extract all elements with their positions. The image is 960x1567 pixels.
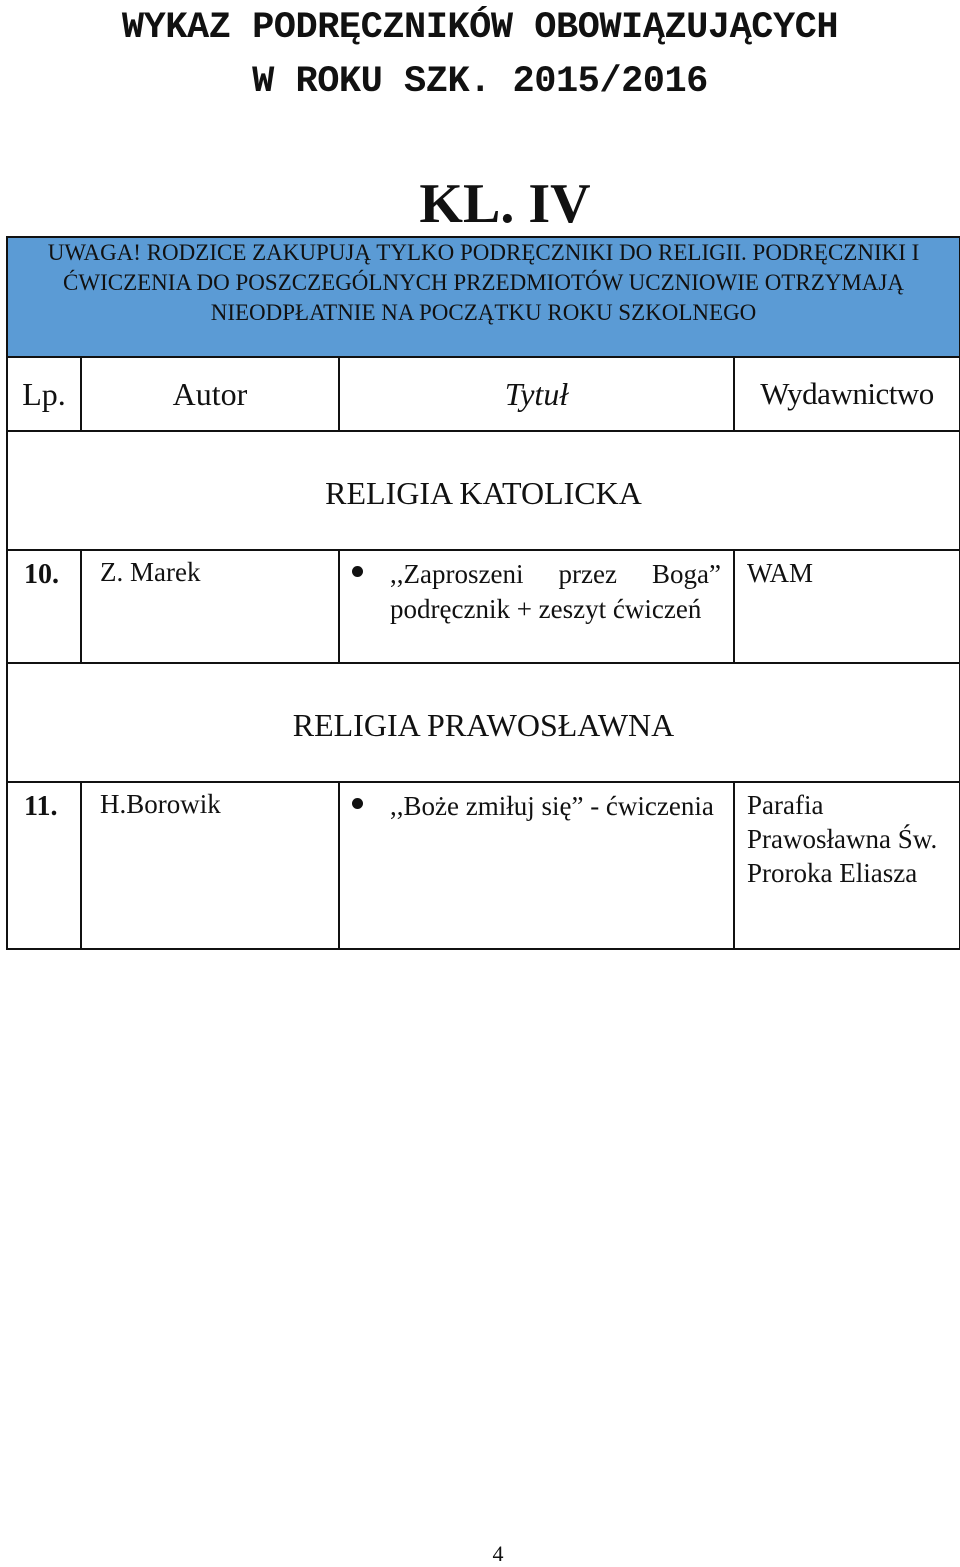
- row-title: [339, 550, 734, 663]
- header-title: Tytuł: [339, 357, 734, 431]
- header-publisher: Wydawnictwo: [734, 357, 960, 431]
- section-heading: [7, 431, 960, 550]
- header-lp: Lp.: [7, 357, 81, 431]
- section-heading: [7, 663, 960, 782]
- section-heading-text: RELIGIA KATOLICKA: [325, 475, 642, 511]
- row-title-text: ,,Boże zmiłuj się” - ćwiczenia: [390, 791, 714, 821]
- row-author: Z. Marek: [81, 550, 339, 663]
- document-heading-line-2: W ROKU SZK. 2015/2016: [252, 61, 708, 103]
- row-publisher: Parafia Prawosławna Św. Proroka Eliasza: [734, 782, 960, 949]
- row-publisher: WAM: [734, 550, 960, 663]
- row-title-text: ,,Zaproszeni przez Boga” podręcznik + zeszyt ćwiczeń: [390, 559, 721, 624]
- section-row-catholic: [7, 431, 960, 550]
- section-heading-text: RELIGIA PRAWOSŁAWNA: [292, 707, 675, 743]
- notice-row: [7, 237, 960, 357]
- row-lp: 11.: [7, 782, 81, 949]
- bullet-icon: [352, 798, 363, 809]
- table-header-row: [7, 357, 960, 431]
- row-lp: 10.: [7, 550, 81, 663]
- textbook-table: [6, 236, 960, 950]
- row-author: H.Borowik: [81, 782, 339, 949]
- page-number: 4: [492, 1541, 504, 1566]
- section-row-orthodox: [7, 663, 960, 782]
- bullet-icon: [352, 566, 363, 577]
- notice-banner: [7, 237, 960, 357]
- notice-text: UWAGA! RODZICE ZAKUPUJĄ TYLKO PODRĘCZNIKI DO RELIGII. PODRĘCZNIKI I ĆWICZENIA DO POSZCZEGÓLNYCH PRZEDMIOTÓW UCZNIOWIE OTRZYMAJĄ NIEODPŁATNIE NA POCZĄTKU ROKU SZKOLNEGO: [47, 240, 920, 325]
- class-label: KL. IV: [419, 173, 591, 235]
- row-title: [339, 782, 734, 949]
- header-author: Autor: [81, 357, 339, 431]
- table-row: [7, 550, 960, 663]
- document-heading-line-1: WYKAZ PODRĘCZNIKÓW OBOWIĄZUJĄCYCH: [121, 7, 839, 49]
- table-row: [7, 782, 960, 949]
